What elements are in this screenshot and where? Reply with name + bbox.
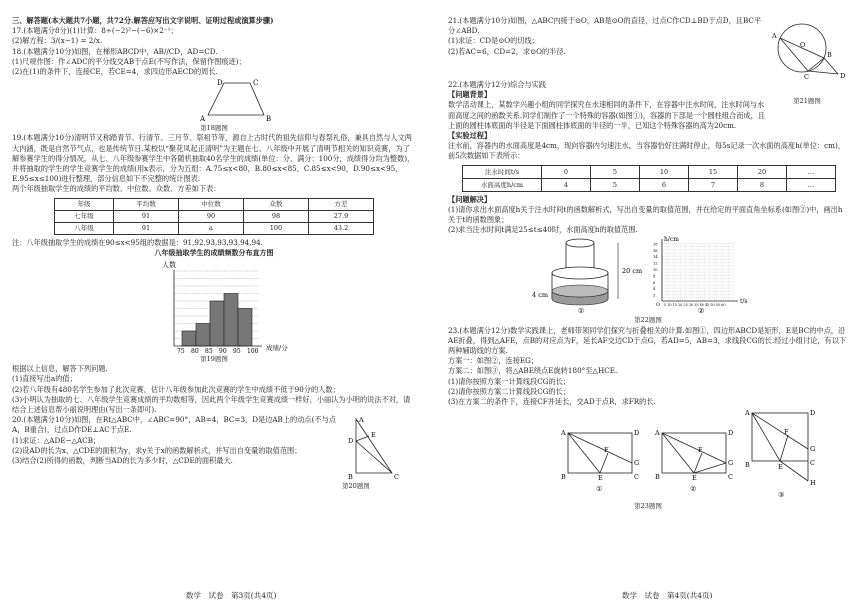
fold-figure-3 [744,409,816,499]
q22-bg-heading: 【问题背景】 [448,90,492,100]
q20-figure-caption: 第20题图 [342,482,370,491]
label-d: D [810,409,816,418]
q22-exp-heading: 【实验过程】 [448,131,492,141]
label-b: B [827,51,832,59]
q18-part2: (2)在(1)的条件下，连接CE，若CE=4，求四边形AECD的周长. [12,67,218,77]
label-d: D [348,437,354,446]
cell: 7 [689,178,738,191]
section-heading: 三、解答题(本大题共7小题，共72分.解答应写出文字说明、证明过程或演算步骤) [12,16,274,25]
y-tick-label: 6 [653,281,656,286]
q22-figures [448,235,848,315]
histogram-bar [238,309,252,347]
q17-title: 17.(本题满分8分)(1)计算：8÷(−2)²−(−6)×2⁻¹； [12,26,178,36]
label-c: C [728,473,733,482]
cell: 水面高度h/cm [463,178,542,191]
q19-table-intro: 两个年级抽取学生的成绩的平均数、中位数、众数、方差如下表： [12,184,221,194]
y-tick-label: 10 [653,268,658,273]
histogram-bar [210,301,224,346]
cell: a [179,222,244,234]
label-a: A [200,115,206,124]
x-tick-label: 95 [233,348,241,355]
y-tick-label: 2 [653,294,656,299]
label-c: C [810,459,815,468]
label-e: E [778,463,783,472]
cell: 七年级 [55,210,114,222]
question-21 [448,16,848,80]
table-row [463,178,836,191]
graph-origin: O [656,302,661,309]
question-19 [12,133,416,415]
q22-solve-heading: 【问题解决】 [448,194,492,204]
question-17 [12,26,416,46]
label-a: A [655,429,660,438]
label-c: C [394,473,399,482]
label-o: O [800,41,806,49]
coordinate-grid [653,236,748,315]
label-e: E [371,431,376,440]
q20-title: 20.(本题满分10分)如图，在Rt△ABC中，∠ABC=90°，AB=4，BC=3，D是边AB上的动点(不与点A，B重合)，过点D作DE⊥AC于点E. [12,415,336,435]
q20-part3: (3)结合(2)所得的函数，判断当AD的长为多少时，△CDE的面积最大. [12,456,233,466]
cell: 8 [738,178,787,191]
x-axis-label: 成绩/分 [266,344,288,353]
q20-part1: (1)求证：△ADE∽△ACB； [12,435,101,445]
q18-part1: (1)尺规作图：作∠ADC的平分线交AB于点E(不写作法，保留作图痕迹)； [12,56,246,66]
label-a: A [772,32,777,40]
label-4cm: 4 cm [532,291,549,300]
graph-x-ticks: 5 10 15 20 25 30 35 40 45 50 55 60 [664,303,726,308]
left-footer: 数学 试卷 第3页(共4页) [186,591,277,600]
label-g: G [728,459,734,468]
label-f: F [604,446,609,455]
y-tick-label: 14 [653,255,658,260]
q23-plan1: 方案一：如图②，连接EG； [448,356,539,366]
cell: 15 [689,165,738,178]
cell: 91 [114,222,179,234]
cell: 90 [179,210,244,222]
label-b: B [655,473,660,482]
label-g: G [810,445,816,454]
label-f: F [784,428,789,437]
q22-title: 22.(本题满分12分)综合与实践 [448,80,547,89]
q23-part3: (3)在方案二的条件下，连接CF并延长，交AD于点R，求FR的长. [448,397,656,407]
q23-plan2: 方案二：如图③，将△ABE绕点E旋转180°至△HCE. [448,366,618,376]
label-e: E [692,474,697,483]
q19-answer-intro: 根据以上信息，解答下列问题. [12,364,108,374]
label-h: H [810,479,816,488]
q21-figure-caption: 第21题图 [793,97,821,106]
label-d: D [634,429,640,438]
label-e: E [598,474,603,483]
question-20 [12,415,416,491]
circle-figure [766,16,848,80]
y-tick-label: 12 [653,262,658,267]
label-f: F [698,446,703,455]
cell: 4 [542,178,591,191]
container-figure [532,239,642,315]
th-median: 中位数 [179,198,244,210]
fig2-caption: ② [690,485,697,494]
graph-y-label: h/cm [664,236,679,244]
x-tick-label: 80 [191,348,199,355]
cell: 0 [542,165,591,178]
cell: 注水时间t/s [463,165,542,178]
label-a: A [359,416,364,425]
cell: 20 [738,165,787,178]
cell: 100 [244,222,309,234]
label-c: C [804,73,809,80]
label-b: B [266,115,272,124]
q22-part1: (1)请你求出水面高度h关于注水时间t的函数解析式，写出自变量的取值范围，并在给定的平面直角坐标系(如图②)中，画出h关于t的函数图象； [448,204,843,225]
y-tick-label: 18 [653,242,658,247]
fig1-caption: ① [578,307,585,316]
q22-part2: (2)求当注水时间t满足25≤t≤40时，水面高度h的取值范围. [448,225,638,235]
q19-text: 19.(本题满分10分)清明节又称踏青节、行清节、三月节、祭祖节等，源自上古时代的祖先信仰与春祭礼俗，兼具自然与人文两大内涵，既是自然节气点，也是传统节日.某校以“聚花凤起正清明”为主题在七、八年级中开展了清明节相关的知识竞赛，为了解参赛学生的得分情况，从七、八年级参赛学生中各随机抽取40名学生的成绩(单位：分，满分：100分，成绩得分均为整数)，并将抽取的学生的学生竞赛学生的成绩(用x表示，分为五组：A.75≤x<80，B.80≤x<85，C.85≤x<90，D.90≤x<95，E.95≤x≤100)进行整理，部分信息如下不完整的统计图表. [12,133,415,184]
label-c: C [253,79,259,88]
fig1-caption: ① [596,485,603,494]
label-d: D [217,79,223,88]
triangle-figure [342,415,412,481]
fig3-caption: ③ [778,491,785,500]
q22-figure-caption: 第22题图 [634,316,662,325]
histogram-chart [12,258,416,354]
q19-d-group-note: 注：八年级抽取学生的成绩在90≤x<95组的数据是：91,92,93,93,93,94,94. [12,237,263,247]
label-c: C [634,473,639,482]
table-row [55,210,374,222]
water-table [462,165,836,192]
cell: 10 [640,165,689,178]
y-tick-label: 4 [653,287,656,292]
label-b: B [745,461,750,470]
histogram-bar [224,294,238,347]
question-22 [448,80,848,326]
q23-figures [448,407,848,501]
label-20cm: 20 cm [622,267,643,276]
fig2-caption: ② [698,307,705,316]
histogram-bar [182,331,196,346]
y-tick-label: 16 [653,249,658,254]
table-row [463,165,836,178]
th-grade: 年级 [55,198,114,210]
x-tick-label: 100 [247,348,259,355]
q19-part3: (3)小明认为抽取的七、八年级学生竞赛成绩的平均数相等，因此两个年级学生竞赛成绩一样好，小丽认为小明的说法不对，请结合上述信息帮小丽说明理由(写出一条即可). [12,394,411,415]
table-row [55,222,374,234]
x-tick-label: 90 [219,348,227,355]
q19-figure-caption: 第19题图 [200,355,228,364]
stats-table [54,198,374,235]
fold-figure-1 [560,429,639,493]
label-d: D [728,429,734,438]
histogram-title: 八年级抽取学生的成绩频数分布直方图 [154,247,274,257]
cell: 5 [591,165,640,178]
q21-title: 21.(本题满分10分)如图，△ABC内接于⊙O，AB是⊙O的直径，过点C作CD⊥BD于点D，且BC平分∠ABD. [448,16,762,36]
q23-part1: (1)请你按照方案一计算线段CG的长； [448,376,571,386]
q21-part2: (2)若AC=6，CD=2，求⊙O的半径. [448,46,566,56]
cell: 27.9 [309,210,374,222]
label-g: G [634,459,640,468]
q18-title: 18.(本题满分10分)如图，在梯形ABCD中，AB//CD，AD=CD. [12,46,218,56]
cell: … [787,178,836,191]
histogram-bar [196,324,210,347]
label-a: A [561,429,566,438]
q23-figure-caption: 第23题图 [634,502,662,511]
q22-exp-text: 注水前，容器内的水面高度是4cm，现向容器内匀速注水，当容器恰好注满时停止，每5s记录一次水面的高度h(单位：cm)，前5次数据如下表所示： [448,141,845,161]
cell: 6 [640,178,689,191]
x-tick-label: 85 [205,348,213,355]
left-page [12,16,416,491]
q18-figure-caption: 第18题图 [200,124,228,133]
question-23 [448,326,848,512]
y-tick-label: 8 [653,274,656,279]
q17-part2: (2)解方程：3/(x−1) = 2/x. [12,36,103,46]
th-mode: 众数 [244,198,309,210]
x-tick-label: 75 [177,348,185,355]
label-a: A [745,409,750,418]
q23-title: 23.(本题满分12分)数学实践课上，老师带领同学们探究与折叠相关的计算.如图①，四边形ABCD是矩形，E是BC的中点，沿AE折叠，得到△AFE，点B的对应点为F，延长AF交边CD于点G，若AD=5，AB=3，求线段CG的长.经过小组讨论，有以下两种辅助线的方案. [448,325,847,356]
q21-part1: (1)求证：CD是⊙O的切线； [448,36,539,46]
q19-part1: (1)直接写出a的值； [12,374,77,384]
th-variance: 方差 [309,198,374,210]
cell: 98 [244,210,309,222]
label-b: B [348,473,353,482]
fold-figure-2 [654,429,733,493]
y-axis-label: 人数 [162,261,176,270]
q23-part2: (2)请你按照方案二计算线段CG的长； [448,386,571,396]
cell: … [787,165,836,178]
right-page [448,16,848,511]
question-18 [12,47,416,134]
right-footer: 数学 试卷 第4页(共4页) [622,591,713,600]
trapezoid-figure [12,77,416,123]
cell: 91 [114,210,179,222]
q22-bg-text: 数学活动课上，某数学兴趣小组的同学探究在水速相同的条件下，在容器中注水时间，注水时间与水面高度之间的函数关系.同学们制作了一个特殊的容器(如图①)，容器的下部是一个圆柱组合而成，且上面的圆柱体底面的半径是下面圆柱体底面的半径的一半，已知这个特殊容器的高为20cm. [448,100,765,130]
cell: 43.2 [309,222,374,234]
table-header-row [55,198,374,210]
cell: 5 [591,178,640,191]
label-b: B [561,473,566,482]
cell: 八年级 [55,222,114,234]
th-mean: 平均数 [114,198,179,210]
q20-part2: (2)设AD的长为x，△CDE的面积为y，求y关于x的函数解析式，并写出自变量的取值范围； [12,445,302,455]
q19-part2: (2)若八年级有480名学生参加了此次竞赛，估计八年级参加此次竞赛的学生中成绩不低于90分的人数； [12,384,340,394]
graph-x-label: t/s [740,298,748,306]
label-d: D [840,72,846,80]
